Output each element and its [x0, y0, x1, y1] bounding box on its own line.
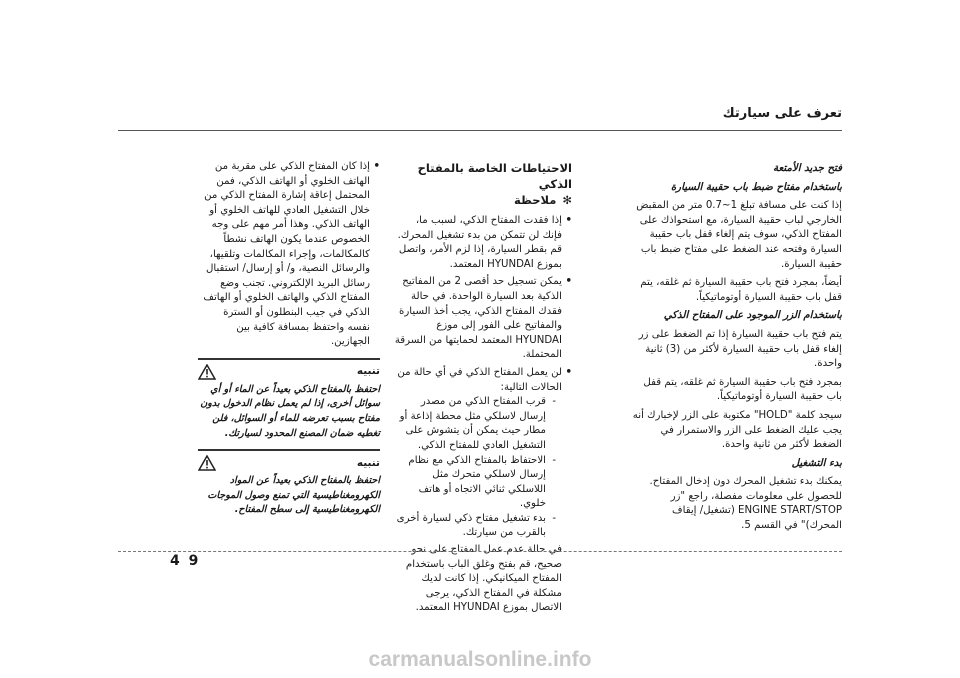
header-divider	[118, 130, 842, 131]
page-header	[160, 106, 842, 128]
list-item: • يمكن تسجيل حد أقصى 2 من المفاتيح الذكية بعد السيارة الواحدة. في حالة فقدك المفتاح الذكي، يجب أخذ السيارة والمفاتيح على الفور إلى موزع HYUNDAI المعتمد لحمايتها من السرقة المحتملة.	[394, 275, 572, 363]
footer-divider	[118, 551, 842, 552]
list-item: • إذا كان المفتاح الذكي على مقربة من الهاتف الخلوي أو الهاتف الذكي، فمن المحتمل إعاقة إشارة المفتاح الذكي من خلال التشغيل العادي للهاتف الخلوي أو الهاتف الذكي. وهذا أمر مهم على وجه الخصوص عندما يكون الهاتف نشطاً كالمكالمات، وإجراء المكالمات وتلقيها، والرسائل النصية، و/ أو إرسال/ استقبال رسائل البريد الإلكتروني. تجنب وضع المفتاح الذكي والهاتف الخلوي أو الهاتف الذكي في جيب البنطلون أو السترة نفسه واحتفظ بمسافة كافية بين الجهازين.	[198, 160, 380, 350]
page-number: 4 9	[170, 553, 201, 569]
section-title-text: الاحتياطات الخاصة بالمفتاح الذكي	[417, 161, 572, 191]
paragraph: يتم فتح باب حقيبة السيارة إذا تم الضغط على زر إلغاء قفل باب حقيبة السيارة لأكثر من (3) ثانية واحدة.	[638, 328, 842, 370]
section-title	[394, 160, 572, 208]
caution-box	[198, 449, 380, 518]
sub-list-item: - قرب المفتاح الذكي من مصدر إرسال لاسلكي مثل محطة إذاعة أو مطار حيث يمكن أن يتشوش على التشغيل العادي للمفتاح الذكي.	[394, 395, 562, 453]
note-label: ملاحظة	[514, 193, 557, 207]
sub-list-item: - الاحتفاظ بالمفتاح الذكي مع نظام إرسال لاسلكي متحرك مثل اللاسلكي ثنائي الاتجاه أو هاتف خلوي.	[394, 454, 562, 512]
sub-list-item: - بدء تشغيل مفتاح ذكي لسيارة أخرى بالقرب من سيارتك.	[394, 512, 562, 541]
caution-title: تنبيه	[356, 456, 380, 469]
heading-start: بدء التشغيل	[791, 457, 842, 469]
subheading-switch: باستخدام مفتاح ضبط باب حقيبة السيارة	[670, 181, 842, 193]
column-left	[198, 160, 380, 518]
caution-header	[198, 364, 380, 380]
list-item-text: لن يعمل المفتاح الذكي في أي حالة من الحالات التالية:	[397, 366, 562, 393]
phone-note-list	[198, 160, 380, 350]
caution-box	[198, 358, 380, 441]
paragraph: يمكنك بدء تشغيل المحرك دون إدخال المفتاح. للحصول على معلومات مفصلة، راجع "زر ENGINE START/STOP (تشغيل/ إيقاف المحرك)" في القسم 5.	[649, 476, 842, 532]
heading-smart-liftgate: فتح جديد الأمتعة	[773, 163, 842, 174]
list-item	[394, 366, 572, 616]
watermark: carmanualsonline.info	[368, 648, 592, 671]
warning-triangle-icon	[198, 364, 216, 380]
caution-text: احتفظ بالمفتاح الذكي بعيداً عن الماء أو أي سوائل أخرى، إذا لم يعمل نظام الدخول بدون مفتاح بسبب تعرضه للماء أو السوائل، فلن تغطيه ضمان المصنع المحدود لسيارتك.	[200, 383, 380, 439]
paragraph: بمجرد فتح باب حقيبة السيارة ثم غلقه، يتم قفل باب حقيبة السيارة أوتوماتيكياً.	[643, 376, 842, 403]
subheading-button: باستخدام الزر الموجود على المفتاح الذكي	[663, 310, 842, 322]
sub-list	[394, 395, 562, 541]
paragraph: سيجد كلمة "HOLD" مكتوبة على الزر لإخبارك أنه يجب عليك الضغط على الزر والاستمرار في الضغط لأكثر من ثانية واحدة.	[632, 409, 842, 451]
column-right	[632, 160, 842, 538]
precautions-list	[394, 214, 572, 616]
caution-title: تنبيه	[356, 365, 380, 378]
caution-header	[198, 455, 380, 471]
paragraph: في حالة عدم عمل المفتاح على نحو صحيح، قم بفتح وغلق الباب باستخدام المفتاح الميكانيكي. إذا كانت لديك مشكلة في المفتاح الذكي، يرجى الاتصال بموزع HYUNDAI المعتمد.	[405, 544, 562, 614]
caution-text: احتفظ بالمفتاح الذكي بعيداً عن المواد الكهرومغناطيسية التي تمنع وصول الموجات الكهرومغناطيسية إلى سطح المفتاح.	[207, 475, 380, 516]
warning-triangle-icon	[198, 455, 216, 471]
header-title: تعرف على سيارتك	[722, 106, 842, 121]
paragraph: أيضاً، بمجرد فتح باب حقيبة السيارة ثم غلقه، يتم قفل باب حقيبة السيارة أوتوماتيكياً.	[640, 277, 842, 303]
star-icon: ✻	[562, 193, 572, 207]
list-item: • إذا فقدت المفتاح الذكي، لسبب ما، فإنك لن تتمكن من بدء تشغيل المحرك. قم بقطر السيارة، إذا لزم الأمر، واتصل بموزع HYUNDAI المعتمد.	[394, 214, 572, 272]
paragraph: إذا كنت على مسافة تبلغ 1~0.7 متر من المقبض الخارجي لباب حقيبة السيارة، مع استحواذك على المفتاح الذكي، سوف يتم إلغاء قفل باب حقيبة السيارة وفتحه عند الضغط على مفتاح ضبط باب حقيبة السيارة.	[636, 200, 842, 270]
